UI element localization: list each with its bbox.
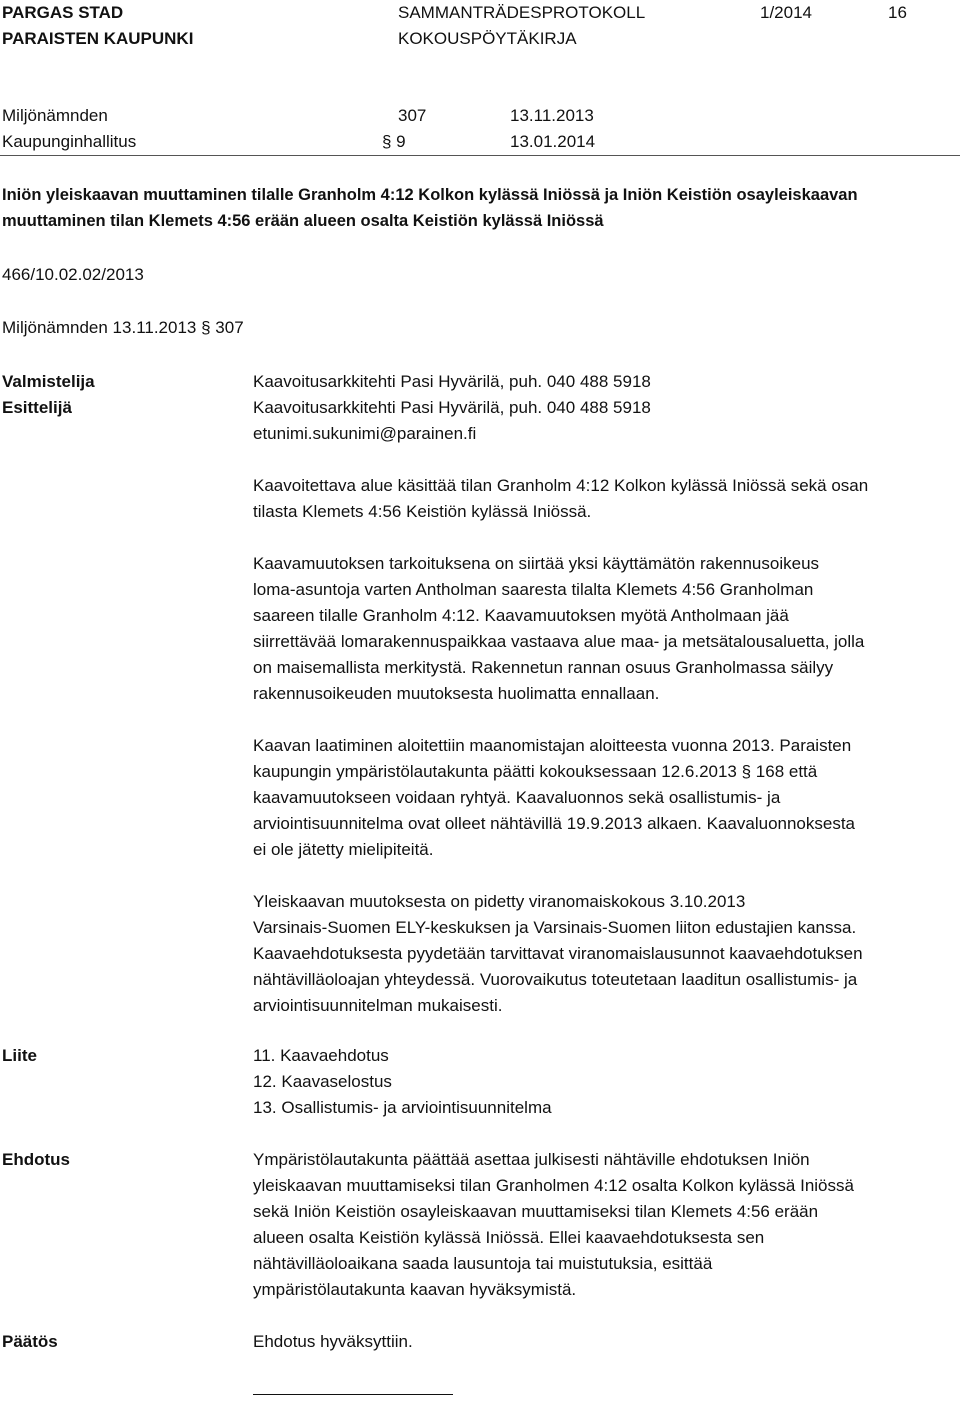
body-paragraph — [253, 889, 953, 1019]
paragraph-line: tilasta Klemets 4:56 Keistiön kylässä Iniössä. — [253, 502, 592, 521]
page-number: 16 — [888, 3, 907, 22]
body-paragraph — [253, 473, 953, 525]
diary-number: 466/10.02.02/2013 — [2, 265, 144, 284]
meeting-date: 13.01.2014 — [510, 132, 596, 151]
paragraph-line: Kaavamuutoksen tarkoituksena on siirtää yksi käyttämätön rakennusoikeus — [253, 554, 820, 573]
paragraph-line: nähtävilläoloaikana saada lausuntoja tai muistutuksia, esittää — [253, 1254, 713, 1273]
paragraph-line: Yleiskaavan muutoksesta on pidetty viranomaiskokous 3.10.2013 — [253, 892, 746, 911]
paragraph-line: kaavamuutokseen voidaan ryhtyä. Kaavaluonnos sekä osallistumis- ja — [253, 788, 781, 807]
doc-type-sv: SAMMANTRÄDESPROTOKOLL — [398, 3, 646, 22]
previous-handling-reference: Miljönämnden 13.11.2013 § 307 — [2, 318, 244, 337]
attachment-item[interactable]: 12. Kaavaselostus — [253, 1072, 392, 1091]
presenter-label: Esittelijä — [2, 398, 72, 417]
proposal-label: Ehdotus — [2, 1150, 70, 1169]
decision-label: Päätös — [2, 1332, 58, 1351]
paragraph-line: kaupungin ympäristölautakunta päätti kokouksessaan 12.6.2013 § 168 että — [253, 762, 818, 781]
paragraph-line: Kaavoitettava alue käsittää tilan Granholm 4:12 Kolkon kylässä Iniössä sekä osan — [253, 476, 869, 495]
paragraph-line: Kaavan laatiminen aloitettiin maanomistajan aloitteesta vuonna 2013. Paraisten — [253, 736, 852, 755]
org-name-sv: PARGAS STAD — [2, 3, 124, 22]
paragraph-line: loma-asuntoja varten Antholman saaresta tilalta Klemets 4:56 Granholman — [253, 580, 814, 599]
paragraph-line: arviointisuunnitelman mukaisesti. — [253, 996, 503, 1015]
paragraph-line: ympäristölautakunta kaavan hyväksymistä. — [253, 1280, 577, 1299]
paragraph-line: Kaavaehdotuksesta pyydetään tarvittavat viranomaislausunnot kaavaehdotuksen — [253, 944, 863, 963]
header-divider — [0, 155, 960, 156]
paragraph-line: Ympäristölautakunta päättää asettaa julkisesti nähtäville ehdotuksen Iniön — [253, 1150, 810, 1169]
paragraph-line: alueen osalta Keistiön kylässä Iniössä. Ellei kaavaehdotuksesta sen — [253, 1228, 765, 1247]
meeting-section: 307 — [398, 106, 427, 125]
attachment-item[interactable]: 11. Kaavaehdotus — [253, 1046, 389, 1065]
body-paragraph — [253, 733, 953, 863]
paragraph-line: yleiskaavan muuttamiseksi tilan Granholmen 4:12 osalta Kolkon kylässä Iniössä — [253, 1176, 854, 1195]
proposal-text — [253, 1147, 953, 1303]
contact-email[interactable]: etunimi.sukunimi@parainen.fi — [253, 424, 477, 443]
presenter-value: Kaavoitusarkkitehti Pasi Hyvärilä, puh. 040 488 5918 — [253, 398, 651, 417]
doc-type-fi: KOKOUSPÖYTÄKIRJA — [398, 29, 577, 48]
agenda-title-line: muuttaminen tilan Klemets 4:56 erään alueen osalta Keistiön kylässä Iniössä — [2, 212, 604, 230]
body-paragraph — [253, 551, 953, 707]
signature-line — [253, 1394, 453, 1395]
paragraph-line: arviointisuunnitelma ovat olleet nähtävillä 19.9.2013 alkaen. Kaavaluonnoksesta — [253, 814, 856, 833]
paragraph-line: siirrettävää lomarakennuspaikkaa vastaava alue maa- ja metsätalousaluetta, jolla — [253, 632, 865, 651]
attachments-list — [253, 1043, 953, 1121]
meeting-body: Kaupunginhallitus — [2, 132, 137, 151]
paragraph-line: nähtävilläoloajan yhteydessä. Vuorovaikutus toteutetaan laaditun osallistumis- ja — [253, 970, 858, 989]
meeting-date: 13.11.2013 — [510, 106, 594, 125]
preparer-label: Valmistelija — [2, 372, 95, 391]
meeting-section: § 9 — [382, 132, 406, 151]
meeting-body: Miljönämnden — [2, 106, 108, 125]
agenda-title-line: Iniön yleiskaavan muuttaminen tilalle Granholm 4:12 Kolkon kylässä Iniössä ja Iniön Keistiön osayleiskaavan — [2, 186, 858, 204]
paragraph-line: on maisemallista merkitystä. Rakennetun rannan osuus Granholmassa säilyy — [253, 658, 834, 677]
decision-text: Ehdotus hyväksyttiin. — [253, 1332, 413, 1351]
paragraph-line: sekä Iniön Keistiön osayleiskaavan muuttamiseksi tilan Klemets 4:56 erään — [253, 1202, 819, 1221]
attachment-item[interactable]: 13. Osallistumis- ja arviointisuunnitelma — [253, 1098, 552, 1117]
paragraph-line: saareen tilalle Granholm 4:12. Kaavamuutoksen myötä Antholmaan jää — [253, 606, 789, 625]
org-name-fi: PARAISTEN KAUPUNKI — [2, 29, 194, 48]
preparer-value: Kaavoitusarkkitehti Pasi Hyvärilä, puh. 040 488 5918 — [253, 372, 651, 391]
protocol-number: 1/2014 — [760, 3, 812, 22]
attachments-label: Liite — [2, 1046, 37, 1065]
paragraph-line: ei ole jätetty mielipiteitä. — [253, 840, 434, 859]
paragraph-line: Varsinais-Suomen ELY-keskuksen ja Varsinais-Suomen liiton edustajien kanssa. — [253, 918, 857, 937]
paragraph-line: rakennusoikeuden muutoksesta huolimatta ennallaan. — [253, 684, 660, 703]
